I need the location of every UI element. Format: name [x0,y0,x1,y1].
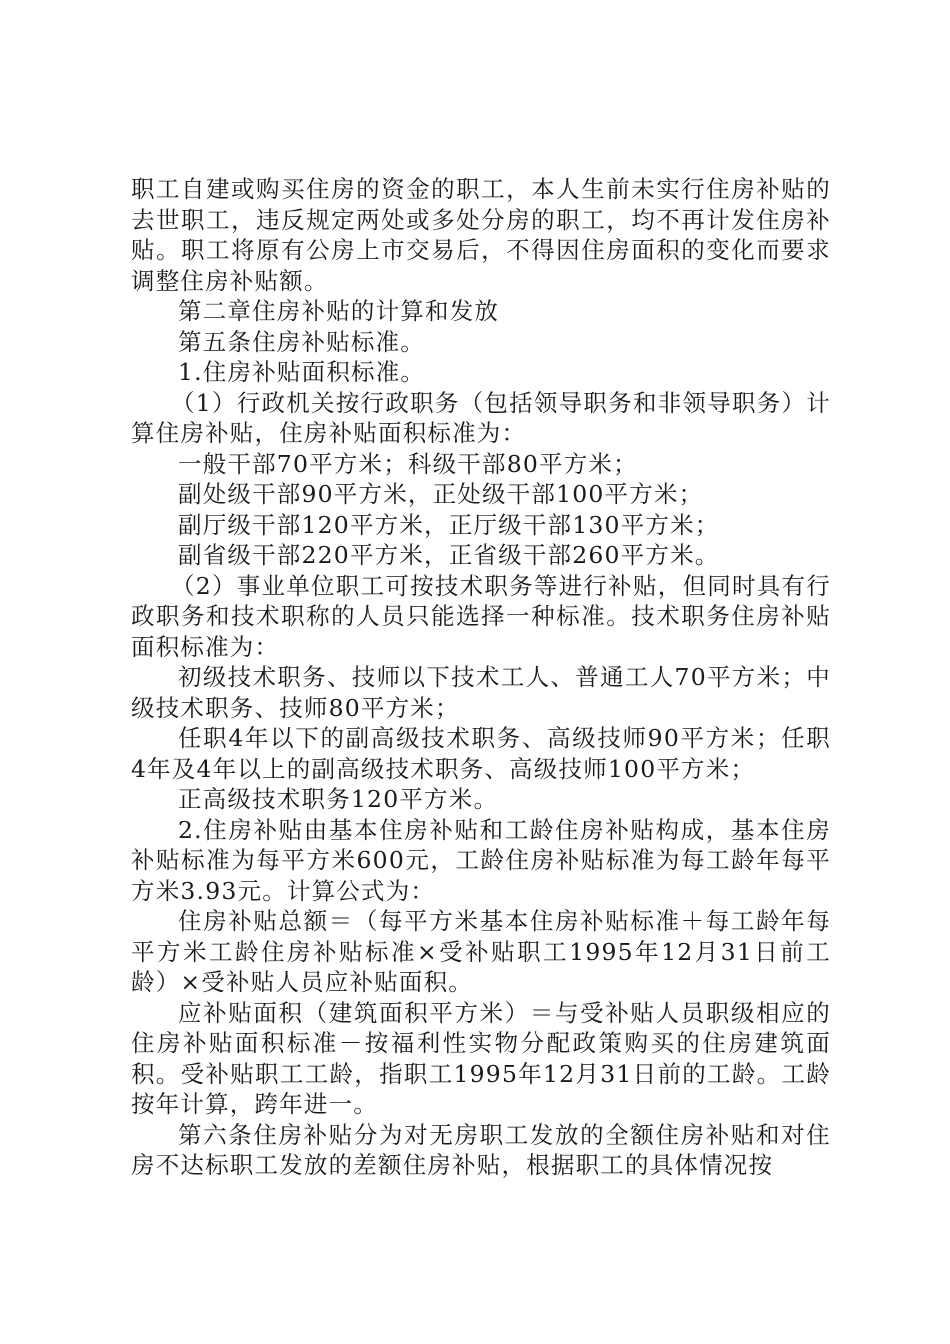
chapter-heading: 第二章住房补贴的计算和发放 [178,297,500,325]
list-item: 初级技术职务、技师以下技术工人、普通工人70平方米；中级技术职务、技师80平方米； [131,663,831,722]
list-item: 正高级技术职务120平方米。 [178,785,499,813]
paragraph: 职工自建或购买住房的资金的职工，本人生前未实行住房补贴的去世职工，违反规定两处或多处分房的职工，均不再计发住房补贴。职工将原有公房上市交易后，不得因住房面积的变化而要求调整住房补贴额。 [131,175,831,295]
list-item: 副处级干部90平方米，正处级干部100平方米； [178,480,704,508]
article-paragraph: 第六条住房补贴分为对无房职工发放的全额住房补贴和对住房不达标职工发放的差额住房补贴，根据职工的具体情况按 [131,1120,831,1179]
section-heading: 1.住房补贴面积标准。 [178,358,426,386]
list-item: 副厅级干部120平方米，正厅级干部130平方米； [178,510,720,539]
paragraph: （1）行政机关按行政职务（包括领导职务和非领导职务）计算住房补贴，住房补贴面积标准为： [131,388,831,447]
paragraph: （2）事业单位职工可按技术职务等进行补贴，但同时具有行政职务和技术职称的人员只能选择一种标准。技术职务住房补贴面积标准为： [131,571,831,661]
paragraph: 2.住房补贴由基本住房补贴和工龄住房补贴构成，基本住房补贴标准为每平方米600元，工龄住房补贴标准为每工龄年每平方米3.93元。计算公式为： [131,815,831,905]
formula-paragraph: 住房补贴总额＝（每平方米基本住房补贴标准＋每工龄年每平方米工龄住房补贴标准×受补贴职工1995年12月31日前工龄）×受补贴人员应补贴面积。 [131,907,831,996]
list-item: 任职4年以下的副高级技术职务、高级技师90平方米；任职4年及4年以上的副高级技术职务、高级技师100平方米； [131,724,831,783]
list-item: 一般干部70平方米；科级干部80平方米； [178,449,638,478]
article-heading: 第五条住房补贴标准。 [178,327,425,356]
list-item: 副省级干部220平方米，正省级干部260平方米。 [178,541,720,569]
document-body [131,174,831,1181]
formula-paragraph: 应补贴面积（建筑面积平方米）＝与受补贴人员职级相应的住房补贴面积标准－按福利性实物分配政策购买的住房建筑面积。受补贴职工工龄，指职工1995年12月31日前的工龄。工龄按年计算，跨年进一。 [131,998,831,1118]
